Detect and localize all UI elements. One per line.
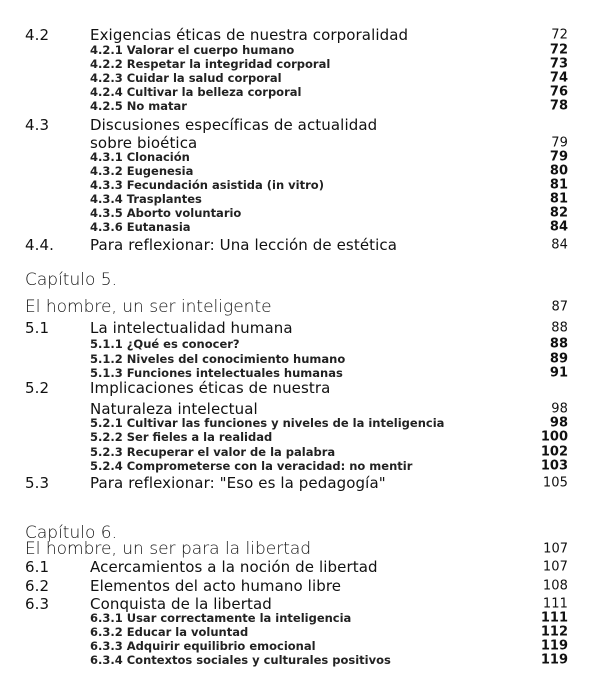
page-number: 98 — [551, 401, 568, 417]
section-number: 6.3 — [25, 595, 50, 613]
toc-section-row — [0, 474, 600, 492]
entry-title: El hombre, un ser para la libertad — [25, 539, 312, 559]
page-number: 80 — [549, 163, 568, 179]
section-number: 5.1 — [25, 319, 50, 337]
toc-section-row — [0, 236, 600, 254]
entry-title: 4.2.2 Respetar la integridad corporal — [90, 57, 331, 71]
page-number: 87 — [551, 299, 568, 315]
page-number: 108 — [542, 578, 568, 594]
page-number: 111 — [542, 596, 568, 612]
entry-title: 4.2.5 No matar — [90, 99, 187, 113]
entry-title: 5.2.2 Ser fieles a la realidad — [90, 430, 273, 444]
page-number: 103 — [540, 458, 568, 474]
page-number: 81 — [549, 177, 568, 193]
page-number: 79 — [549, 149, 568, 165]
entry-title: 4.3.4 Trasplantes — [90, 192, 202, 206]
page-number: 81 — [549, 191, 568, 207]
toc-sub-row — [0, 457, 600, 475]
page-number: 88 — [549, 336, 568, 352]
toc-chapter-label-row — [0, 271, 600, 289]
page-number: 73 — [549, 56, 568, 72]
page-number: 107 — [542, 559, 568, 575]
page-number: 84 — [549, 219, 568, 235]
entry-title: 4.2.1 Valorar el cuerpo humano — [90, 43, 295, 57]
entry-title: 4.2.4 Cultivar la belleza corporal — [90, 85, 302, 99]
toc-chapter-row — [0, 540, 600, 558]
entry-title: 5.1.1 ¿Qué es conocer? — [90, 337, 240, 351]
entry-title: Acercamientos a la noción de libertad — [90, 558, 378, 576]
entry-title: sobre bioética — [90, 134, 198, 152]
entry-title: Capítulo 6. — [25, 523, 117, 543]
entry-title: 4.2.3 Cuidar la salud corporal — [90, 71, 282, 85]
entry-title: El hombre, un ser inteligente — [25, 297, 272, 317]
page-number: 112 — [540, 624, 568, 640]
section-number: 5.3 — [25, 474, 50, 492]
page-number: 79 — [551, 135, 568, 151]
toc-section-row — [0, 577, 600, 595]
entry-title: Discusiones específicas de actualidad — [90, 116, 378, 134]
entry-title: 5.2.1 Cultivar las funciones y niveles de la inteligencia — [90, 416, 445, 430]
entry-title: Capítulo 5. — [25, 270, 117, 290]
entry-title: Exigencias éticas de nuestra corporalidad — [90, 26, 409, 44]
page-number: 98 — [549, 415, 568, 431]
page-number: 74 — [549, 70, 568, 86]
section-number: 6.1 — [25, 558, 50, 576]
page-number: 88 — [551, 320, 568, 336]
entry-title: 4.3.5 Aborto voluntario — [90, 206, 242, 220]
toc-sub-row — [0, 218, 600, 236]
entry-title: 4.3.3 Fecundación asistida (in vitro) — [90, 178, 324, 192]
toc-sub-row — [0, 651, 600, 669]
entry-title: Para reflexionar: "Eso es la pedagogía" — [90, 474, 386, 492]
entry-title: 4.3.1 Clonación — [90, 150, 190, 164]
page-number: 111 — [540, 610, 568, 626]
entry-title: 6.3.3 Adquirir equilibrio emocional — [90, 639, 316, 653]
page-number: 76 — [549, 84, 568, 100]
entry-title: Elementos del acto humano libre — [90, 577, 342, 595]
page-number: 107 — [543, 541, 568, 557]
entry-title: 4.3.6 Eutanasia — [90, 220, 191, 234]
section-number: 6.2 — [25, 577, 50, 595]
section-number: 5.2 — [25, 379, 50, 397]
page-number: 119 — [540, 638, 568, 654]
page-number: 91 — [549, 365, 568, 381]
page-number: 89 — [549, 351, 568, 367]
entry-title: 5.1.3 Funciones intelectuales humanas — [90, 366, 343, 380]
toc-section-row — [0, 379, 600, 397]
entry-title: Para reflexionar: Una lección de estética — [90, 236, 398, 254]
entry-title: 4.3.2 Eugenesia — [90, 164, 194, 178]
page-number: 102 — [540, 444, 568, 460]
section-number: 4.2 — [25, 26, 50, 44]
page-number: 82 — [549, 205, 568, 221]
page-number: 119 — [540, 652, 568, 668]
entry-title: 6.3.1 Usar correctamente la inteligencia — [90, 611, 352, 625]
entry-title: 6.3.4 Contextos sociales y culturales positivos — [90, 653, 391, 667]
entry-title: 5.1.2 Niveles del conocimiento humano — [90, 352, 346, 366]
page-number: 84 — [551, 237, 568, 253]
entry-title: 5.2.4 Comprometerse con la veracidad: no mentir — [90, 459, 413, 473]
toc-chapter-row — [0, 298, 600, 316]
page-number: 72 — [551, 27, 568, 43]
entry-title: Naturaleza intelectual — [90, 400, 258, 418]
entry-title: 5.2.3 Recuperar el valor de la palabra — [90, 445, 336, 459]
toc-sub-row — [0, 97, 600, 115]
entry-title: 6.3.2 Educar la voluntad — [90, 625, 249, 639]
page-number: 78 — [549, 98, 568, 114]
page-number: 100 — [540, 429, 568, 445]
entry-title: Implicaciones éticas de nuestra — [90, 379, 331, 397]
toc-section-row — [0, 558, 600, 576]
page-number: 72 — [549, 42, 568, 58]
entry-title: La intelectualidad humana — [90, 319, 293, 337]
entry-title: Conquista de la libertad — [90, 595, 272, 613]
page-number: 105 — [542, 475, 568, 491]
section-number: 4.3 — [25, 116, 50, 134]
section-number: 4.4. — [25, 236, 55, 254]
toc-section-row — [0, 116, 600, 134]
